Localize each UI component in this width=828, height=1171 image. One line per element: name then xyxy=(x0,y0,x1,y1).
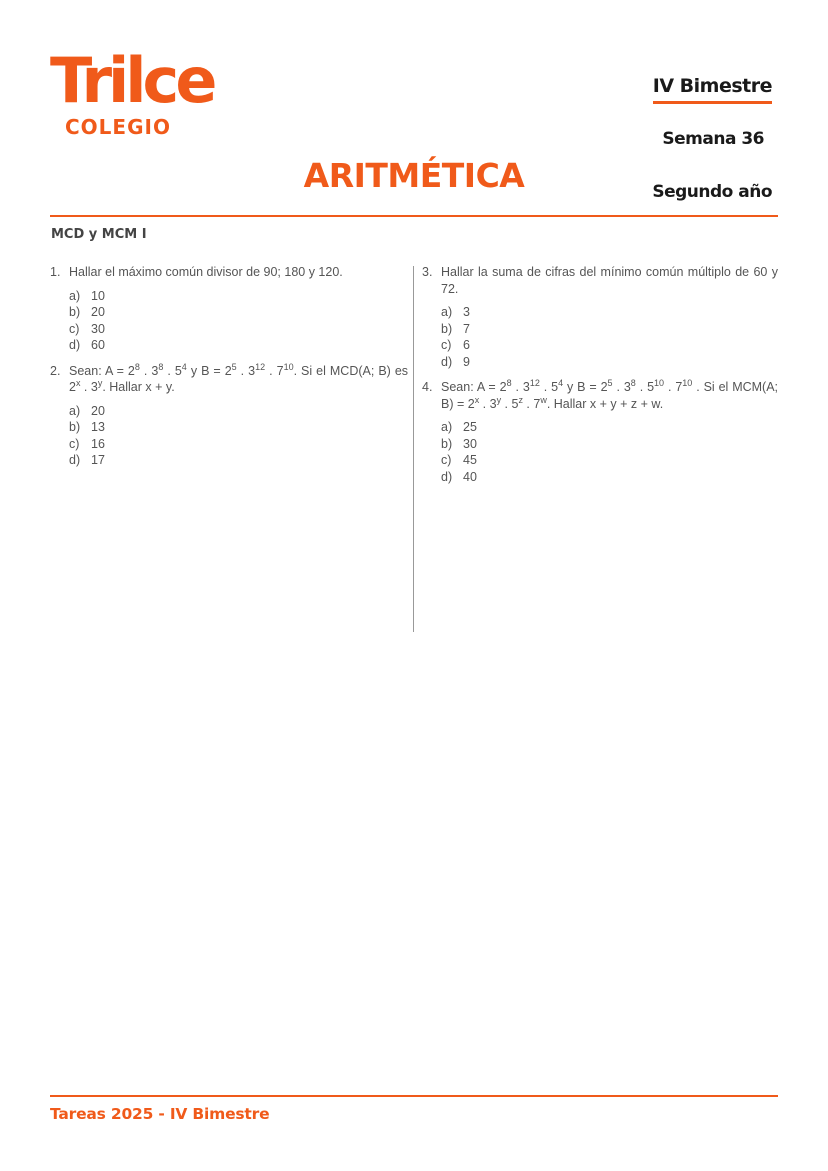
question-1 xyxy=(50,264,408,354)
right-column xyxy=(422,264,778,494)
option-item xyxy=(69,337,408,354)
options-list xyxy=(69,403,408,469)
question-text: Sean: $A = 2^8$ . $3^{12}$ . $5^4$ y $B = 2^5$ . $3^8$ . $5^{10}$ . $7^{10}$ . Si el MCM(A; $B) = 2^x$ . 3$^y$ . 5$^z$ . 7$^w$. Hallar x + y + z + w. xyxy=(441,378,779,411)
option-item xyxy=(441,337,778,354)
option-value: 40 xyxy=(463,469,477,484)
question-2 xyxy=(50,363,408,469)
option-item xyxy=(441,354,778,371)
question-text: Sean: $A = 2^8$ . $3^8$ . $5^4$ y $B = 2^5$ . $3^{12}$ . $7^{10}$. Si el MCD(A; B) es 2$^x$ . 3$^y$. Hallar x + y. xyxy=(69,361,409,394)
option-letter: b) xyxy=(441,321,453,336)
bimestre-label: IV Bimestre xyxy=(653,74,772,104)
question-number: 4. xyxy=(422,380,433,394)
grade-label: Segundo año xyxy=(652,182,772,202)
option-item xyxy=(441,436,778,453)
option-value: 3 xyxy=(463,305,470,319)
option-item xyxy=(69,288,408,305)
option-item xyxy=(441,452,778,469)
option-item xyxy=(441,469,778,486)
option-item xyxy=(69,403,408,420)
option-value: 17 xyxy=(91,453,105,467)
option-letter: a) xyxy=(441,420,453,434)
option-value: 16 xyxy=(91,436,105,451)
option-letter: a) xyxy=(69,288,81,303)
option-value: 7 xyxy=(463,321,470,336)
option-letter: a) xyxy=(69,403,81,418)
question-text: Hallar la suma de cifras del mínimo común múltiplo de 60 y 72. xyxy=(441,265,778,296)
options-list xyxy=(441,419,778,485)
question-number: 3. xyxy=(422,265,433,279)
option-letter: c) xyxy=(69,436,80,451)
logo-wordmark: Trilce xyxy=(50,44,214,117)
topic-heading: MCD y MCM I xyxy=(51,227,147,242)
left-column xyxy=(50,264,408,478)
option-item xyxy=(69,419,408,436)
option-value: 45 xyxy=(463,453,477,467)
option-value: 60 xyxy=(91,338,105,352)
trilce-logo xyxy=(50,44,240,139)
option-value: 30 xyxy=(463,436,477,451)
option-letter: b) xyxy=(441,436,453,451)
option-letter: c) xyxy=(69,321,80,336)
header-divider xyxy=(50,215,778,217)
option-letter: c) xyxy=(441,453,452,467)
semana-label: Semana 36 xyxy=(662,129,764,149)
question-3 xyxy=(422,264,778,370)
option-letter: d) xyxy=(441,469,453,484)
option-letter: b) xyxy=(69,305,81,319)
option-item xyxy=(69,321,408,338)
option-item xyxy=(441,321,778,338)
option-value: 13 xyxy=(91,420,105,434)
option-value: 25 xyxy=(463,420,477,434)
option-letter: d) xyxy=(441,354,453,369)
option-value: 30 xyxy=(91,321,105,336)
option-value: 9 xyxy=(463,354,470,369)
footer-label: Tareas 2025 - IV Bimestre xyxy=(50,1105,270,1123)
question-text: Hallar el máximo común divisor de 90; 180 y 120. xyxy=(69,265,343,279)
option-item xyxy=(441,419,778,436)
option-value: 6 xyxy=(463,338,470,352)
footer-divider xyxy=(50,1095,778,1097)
options-list xyxy=(69,288,408,354)
question-number: 1. xyxy=(50,265,61,279)
logo-subtitle: COLEGIO xyxy=(65,115,171,139)
question-number: 2. xyxy=(50,363,61,378)
option-value: 20 xyxy=(91,403,105,418)
option-value: 20 xyxy=(91,305,105,319)
option-letter: b) xyxy=(69,420,81,434)
option-letter: d) xyxy=(69,453,81,467)
option-value: 10 xyxy=(91,288,105,303)
option-letter: a) xyxy=(441,305,453,319)
column-divider xyxy=(413,266,414,632)
option-letter: c) xyxy=(441,338,452,352)
options-list xyxy=(441,304,778,370)
option-item xyxy=(69,436,408,453)
option-item xyxy=(69,452,408,469)
question-4 xyxy=(422,379,778,485)
subject-title: ARITMÉTICA xyxy=(303,156,525,195)
option-item xyxy=(69,304,408,321)
option-item xyxy=(441,304,778,321)
option-letter: d) xyxy=(69,338,81,352)
